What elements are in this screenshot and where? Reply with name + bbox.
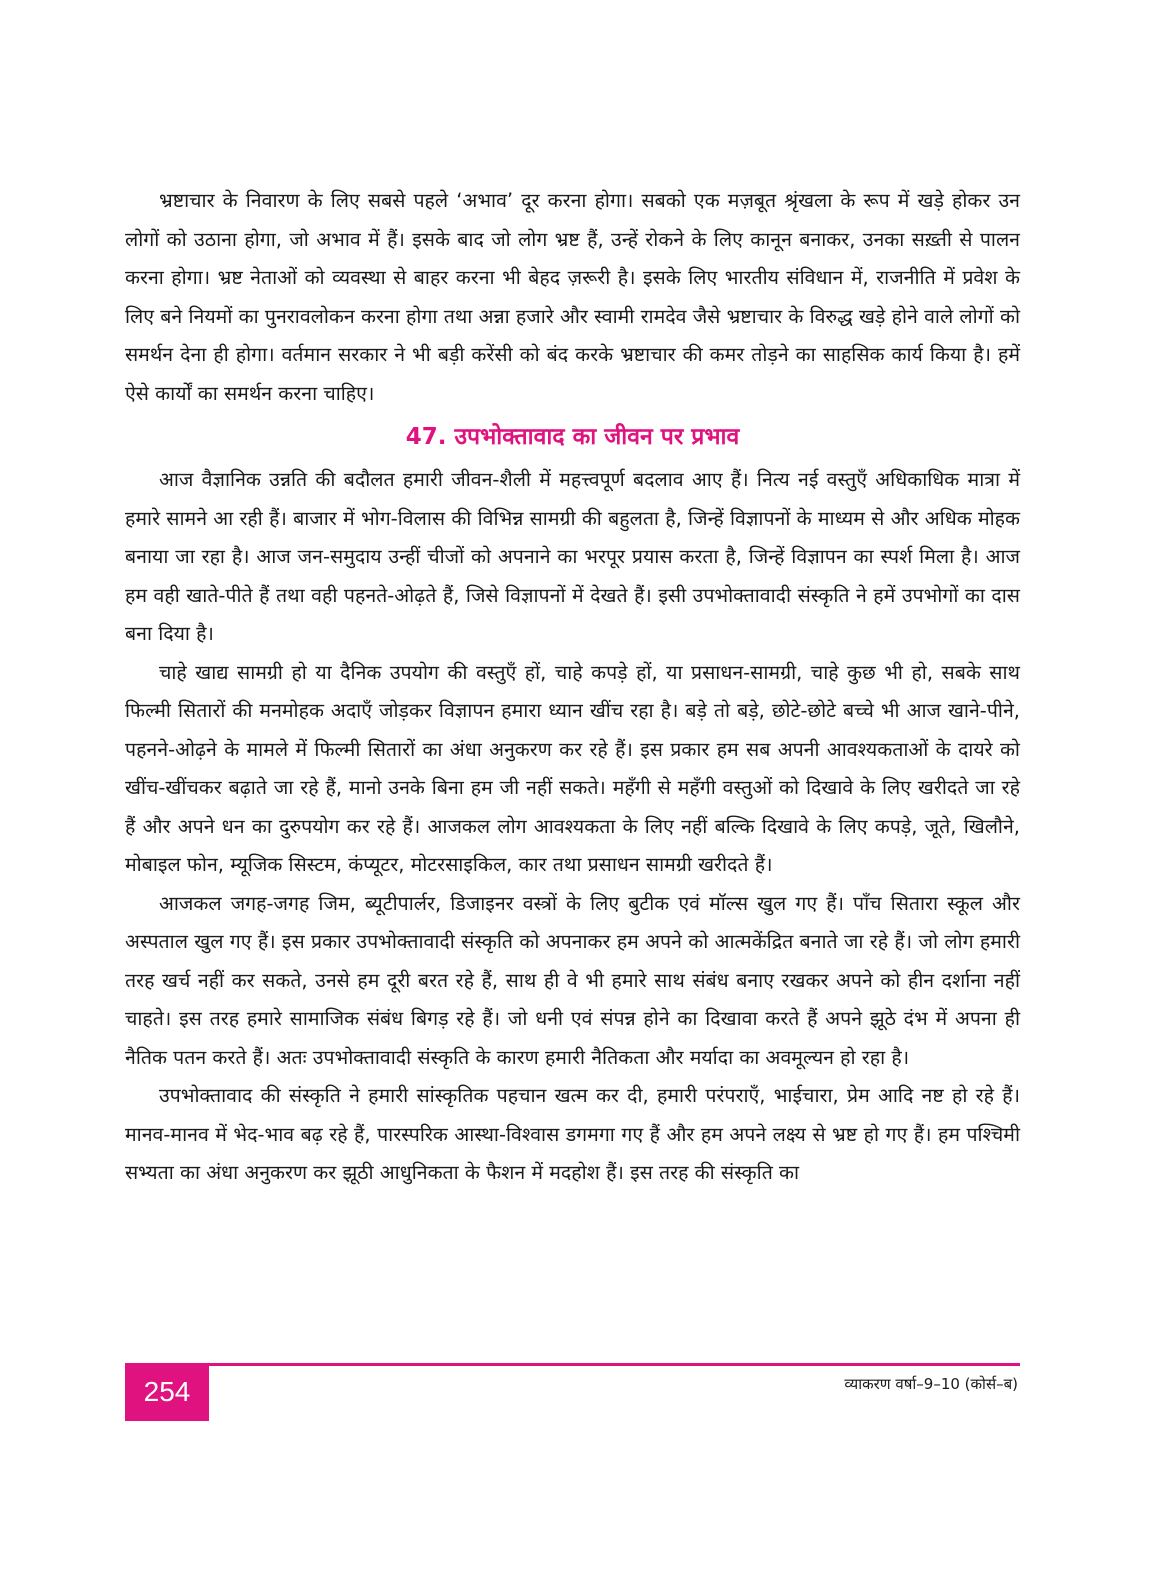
paragraph-1: आज वैज्ञानिक उन्नति की बदौलत हमारी जीवन-शैली में महत्त्वपूर्ण बदलाव आए हैं। नित्य नई वस्तुएँ अधिकाधिक मात्रा में हमारे सामने आ रही हैं। बाजार में भोग-विलास की विभिन्न सामग्री की बहुलता है, जिन्हें विज्ञापनों के माध्यम से और अधिक मोहक बनाया जा रहा है। आज जन-समुदाय उन्हीं चीजों को अपनाने का भरपूर प्रयास करता है, जिन्हें विज्ञापन का स्पर्श मिला है। आज हम वही खाते-पीते हैं तथा वही पहनते-ओढ़ते हैं, जिसे विज्ञापनों में देखते हैं। इसी उपभोक्तावादी संस्कृति ने हमें उपभोगों का दास बना दिया है। bbox=[125, 468, 1020, 645]
intro-paragraph: भ्रष्टाचार के निवारण के लिए सबसे पहले ‘अभाव’ दूर करना होगा। सबको एक मज़बूत श्रृंखला के रूप में खड़े होकर उन लोगों को उठाना होगा, जो अभाव में हैं। इसके बाद जो लोग भ्रष्ट हैं, उन्हें रोकने के लिए कानून बनाकर, उनका सख़्ती से पालन करना होगा। भ्रष्ट नेताओं को व्यवस्था से बाहर करना भी बेहद ज़रूरी है। इसके लिए भारतीय संविधान में, राजनीति में प्रवेश के लिए बने नियमों का पुनरावलोकन करना होगा तथा अन्ना हजारे और स्वामी रामदेव जैसे भ्रष्टाचार के विरुद्ध खड़े होने वाले लोगों को समर्थन देना ही होगा। वर्तमान सरकार ने भी बड़ी करेंसी को बंद करके भ्रष्टाचार की कमर तोड़ने का साहसिक कार्य किया है। हमें ऐसे कार्यों का समर्थन करना चाहिए। bbox=[125, 189, 1020, 405]
paragraph-4: उपभोक्तावाद की संस्कृति ने हमारी सांस्कृतिक पहचान खत्म कर दी, हमारी परंपराएँ, भाईचारा, प्रेम आदि नष्ट हो रहे हैं। मानव-मानव में भेद-भाव बढ़ रहे हैं, पारस्परिक आस्था-विश्वास डगमगा गए हैं और हम अपने लक्ष्य से भ्रष्ट हो गए हैं। हम पश्चिमी सभ्यता का अंधा अनुकरण कर झूठी आधुनिकता के फैशन में मदहोश हैं। इस तरह की संस्कृति का bbox=[125, 1084, 1020, 1184]
page-body bbox=[125, 182, 1020, 1193]
page-number: 254 bbox=[125, 1363, 209, 1421]
paragraph-2: चाहे खाद्य सामग्री हो या दैनिक उपयोग की वस्तुएँ हों, चाहे कपड़े हों, या प्रसाधन-सामग्री, चाहे कुछ भी हो, सबके साथ फिल्मी सितारों की मनमोहक अदाएँ जोड़कर विज्ञापन हमारा ध्यान खींच रहा है। बड़े तो बड़े, छोटे-छोटे बच्चे भी आज खाने-पीने, पहनने-ओढ़ने के मामले में फिल्मी सितारों का अंधा अनुकरण कर रहे हैं। इस प्रकार हम सब अपनी आवश्यकताओं के दायरे को खींच-खींचकर बढ़ाते जा रहे हैं, मानो उनके बिना हम जी नहीं सकते। महँगी से महँगी वस्तुओं को दिखावे के लिए खरीदते जा रहे हैं और अपने धन का दुरुपयोग कर रहे हैं। आजकल लोग आवश्यकता के लिए नहीं बल्कि दिखावे के लिए कपड़े, जूते, खिलौने, मोबाइल फोन, म्यूजिक सिस्टम, कंप्यूटर, मोटरसाइकिल, कार तथा प्रसाधन सामग्री खरीदते हैं। bbox=[125, 660, 1020, 876]
section-heading: 47. उपभोक्तावाद का जीवन पर प्रभाव bbox=[405, 424, 740, 450]
book-title: व्याकरण वर्षा–9–10 (कोर्स–ब) bbox=[844, 1375, 1018, 1393]
footer-divider bbox=[125, 1363, 1020, 1366]
paragraph-3: आजकल जगह-जगह जिम, ब्यूटीपार्लर, डिजाइनर वस्त्रों के लिए बुटीक एवं मॉल्स खुल गए हैं। पाँच सितारा स्कूल और अस्पताल खुल गए हैं। इस प्रकार उपभोक्तावादी संस्कृति को अपनाकर हम अपने को आत्मकेंद्रित बनाते जा रहे हैं। जो लोग हमारी तरह खर्च नहीं कर सकते, उनसे हम दूरी बरत रहे हैं, साथ ही वे भी हमारे साथ संबंध बनाए रखकर अपने को हीन दर्शाना नहीं चाहते। इस तरह हमारे सामाजिक संबंध बिगड़ रहे हैं। जो धनी एवं संपन्न होने का दिखावा करते हैं अपने झूठे दंभ में अपना ही नैतिक पतन करते हैं। अतः उपभोक्तावादी संस्कृति के कारण हमारी नैतिकता और मर्यादा का अवमूल्यन हो रहा है। bbox=[125, 891, 1020, 1069]
